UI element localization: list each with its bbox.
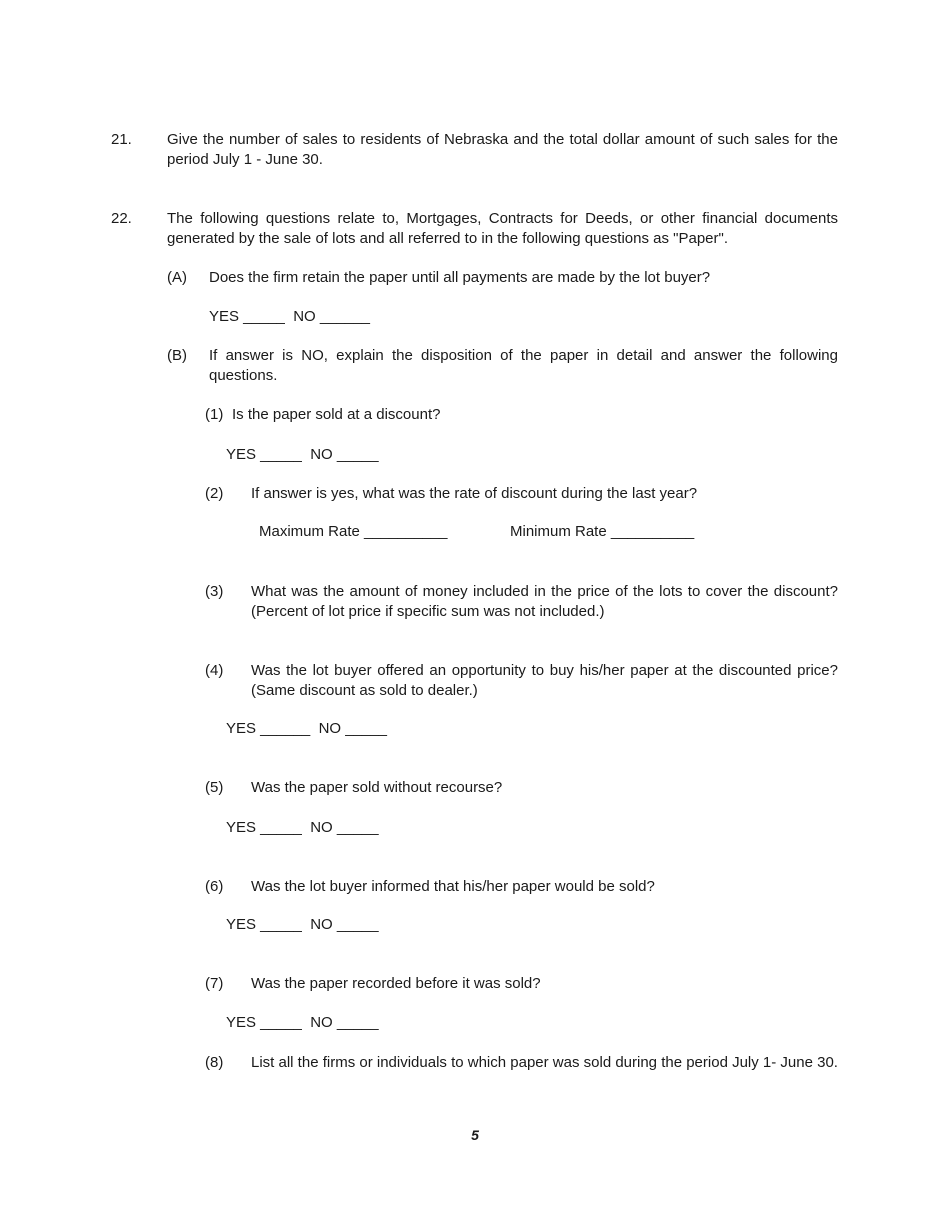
item-4-text: Was the lot buyer offered an opportunity to buy his/her paper at the discounted price? (Same discount as sold to dealer.) — [251, 662, 838, 699]
item-3-label: (3) — [205, 583, 224, 600]
item-6-label: (6) — [205, 878, 224, 895]
item-4-label: (4) — [205, 662, 224, 679]
item-6-answer: YES _____ NO _____ — [226, 916, 379, 933]
question-22b-label: (B) — [167, 347, 187, 364]
item-8-text: List all the firms or individuals to which paper was sold during the period July 1- June 30. — [251, 1054, 838, 1071]
item-2-maximum-rate: Maximum Rate __________ — [259, 523, 448, 540]
question-21-number: 21. — [111, 131, 132, 148]
question-22a-text: Does the firm retain the paper until all payments are made by the lot buyer? — [209, 269, 711, 286]
item-2-label: (2) — [205, 485, 224, 502]
question-22a-label: (A) — [167, 269, 187, 286]
item-2-text: If answer is yes, what was the rate of discount during the last year? — [251, 485, 698, 502]
question-22-text: The following questions relate to, Mortgages, Contracts for Deeds, or other financial documents generated by the sale of lots and all referred to in the following questions as "Paper". — [167, 210, 838, 247]
item-1-answer: YES _____ NO _____ — [226, 446, 379, 463]
question-21-text: Give the number of sales to residents of Nebraska and the total dollar amount of such sales for the period July 1 - June 30. — [167, 131, 838, 168]
item-1-text: Is the paper sold at a discount? — [232, 406, 441, 423]
item-4-answer: YES ______ NO _____ — [226, 720, 387, 737]
question-22a-answer: YES _____ NO ______ — [209, 308, 370, 325]
item-7-answer: YES _____ NO _____ — [226, 1014, 379, 1031]
question-22b-text: If answer is NO, explain the disposition of the paper in detail and answer the following questions. — [209, 347, 838, 384]
item-7-label: (7) — [205, 975, 224, 992]
item-5-text: Was the paper sold without recourse? — [251, 779, 503, 796]
item-7-text: Was the paper recorded before it was sold? — [251, 975, 541, 992]
item-5-label: (5) — [205, 779, 224, 796]
item-8-label: (8) — [205, 1054, 224, 1071]
item-3-text: What was the amount of money included in the price of the lots to cover the discount? (Percent of lot price if specific sum was not included.) — [251, 583, 838, 620]
item-6-text: Was the lot buyer informed that his/her paper would be sold? — [251, 878, 655, 895]
item-1-label: (1) — [205, 406, 224, 423]
page-number: 5 — [471, 1127, 479, 1143]
item-2-minimum-rate: Minimum Rate __________ — [510, 523, 695, 540]
item-5-answer: YES _____ NO _____ — [226, 819, 379, 836]
question-22-number: 22. — [111, 210, 132, 227]
